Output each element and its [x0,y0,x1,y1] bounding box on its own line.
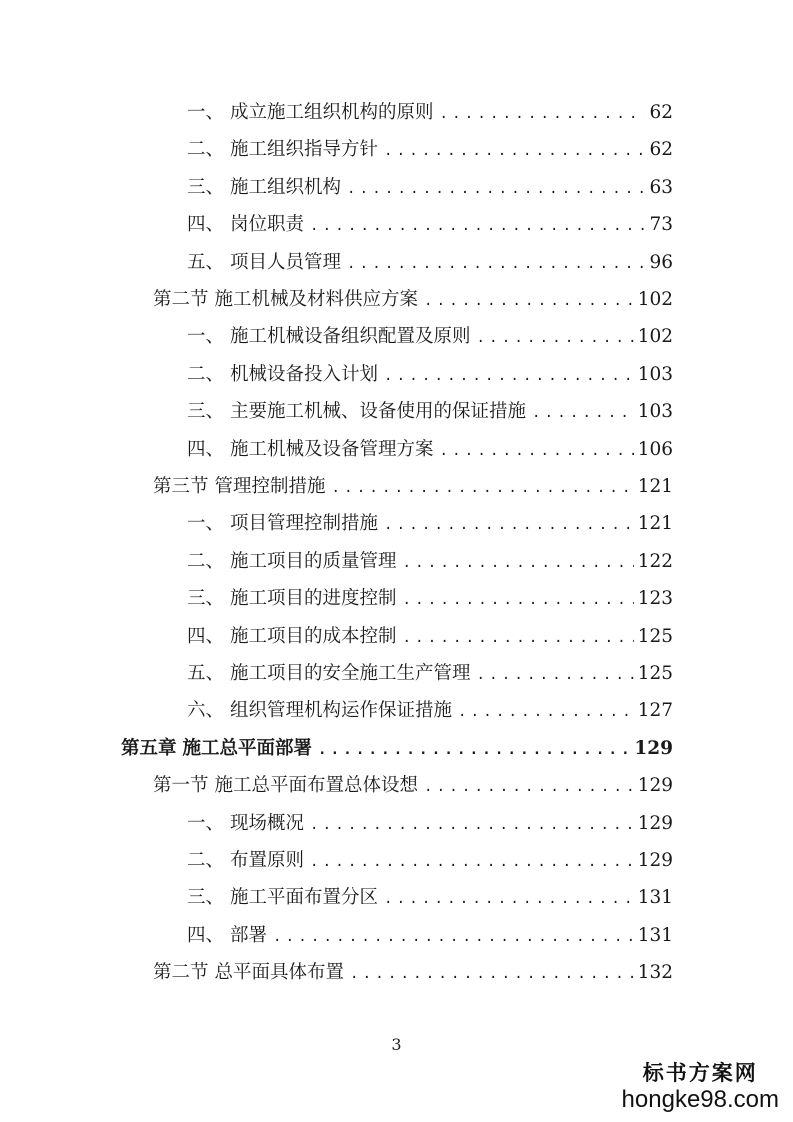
toc-entry-number: 第三节 [153,476,209,497]
toc-entry-page: 129 [637,850,673,871]
toc-dot-leader [273,924,634,950]
toc-entry[interactable] [187,624,673,650]
toc-dot-leader [318,737,630,763]
toc-entry-text: 施工机械设备组织配置及原则 [230,326,471,348]
toc-entry-text: 布置原则 [230,850,305,871]
toc-entry-text: 现场概况 [230,812,305,834]
toc-entry-number: 六、 [187,700,225,722]
toc-entry-number: 一、 [187,812,225,834]
toc-entry-page: 127 [637,700,673,722]
toc-entry-title [187,324,471,350]
toc-entry-page: 73 [649,214,673,236]
toc-entry-page: 121 [637,476,673,497]
toc-entry-title [187,549,397,575]
toc-entry[interactable] [187,586,673,612]
toc-entry[interactable] [153,960,673,986]
toc-dot-leader [350,961,634,987]
toc-entry-title [187,624,397,650]
toc-entry-text: 机械设备投入计划 [230,363,379,385]
toc-entry-text: 部署 [230,924,268,946]
toc-entry-text: 项目管理控制措施 [230,513,379,535]
toc-entry-page: 132 [637,962,673,984]
toc-entry[interactable] [153,287,673,313]
toc-entry-page: 102 [637,326,673,348]
toc-entry-text: 施工项目的质量管理 [230,550,397,572]
toc-entry-number: 一、 [187,102,225,123]
toc-dot-leader [310,812,634,838]
toc-dot-leader [384,138,645,164]
toc-entry-title [187,137,378,163]
toc-entry-text: 施工平面布置分区 [230,887,379,909]
toc-entry-page: 123 [637,588,673,610]
toc-entry-page: 62 [649,139,673,161]
toc-dot-leader [310,849,634,875]
toc-entry-number: 二、 [187,550,225,572]
toc-dot-leader [384,363,634,389]
toc-entry-page: 122 [637,550,673,572]
toc-entry-number: 三、 [187,588,225,610]
toc-dot-leader [477,662,634,688]
watermark-name: 标书方案网 [642,1060,758,1085]
toc-entry-number: 四、 [187,214,225,236]
toc-entry-number: 三、 [187,176,225,198]
toc-dot-leader [347,176,645,202]
toc-entry-title [187,212,304,238]
toc-entry-title [187,661,471,687]
toc-entry-text: 施工机械及设备管理方案 [230,438,434,460]
toc-entry[interactable] [153,773,673,799]
toc-entry-title [187,848,304,874]
toc-entry-number: 第五章 [121,737,177,759]
toc-entry[interactable] [153,474,673,500]
toc-dot-leader [403,587,634,613]
toc-entry-text: 组织管理机构运作保证措施 [230,700,453,722]
toc-entry-title [187,399,526,425]
toc-entry[interactable] [187,698,673,724]
toc-entry-title [187,885,378,911]
toc-entry-page: 103 [637,401,673,423]
toc-entry-title [187,100,434,126]
toc-dot-leader [477,325,634,351]
toc-entry-text: 施工组织机构 [230,176,342,198]
toc-entry-number: 四、 [187,438,225,460]
watermark [622,1060,779,1114]
toc-entry-title [153,474,326,500]
toc-dot-leader [332,475,634,501]
toc-entry-number: 三、 [187,887,225,909]
toc-entry[interactable] [187,811,673,837]
toc-entry-number: 四、 [187,625,225,647]
toc-entry[interactable] [187,324,673,350]
toc-entry-title [187,586,397,612]
toc-entry-page: 106 [637,438,673,460]
toc-entry[interactable] [187,848,673,874]
toc-entry-page: 63 [649,176,673,198]
toc-entry-title [153,960,344,986]
toc-entry-text: 岗位职责 [230,214,305,236]
toc-dot-leader [440,101,646,127]
toc-entry-number: 第二节 [153,962,209,984]
toc-entry-title [121,736,312,762]
toc-entry-number: 五、 [187,251,225,273]
toc-entry-title [187,511,378,537]
toc-dot-leader [403,550,634,576]
toc-entry[interactable] [187,362,673,388]
toc-entry[interactable] [187,250,673,276]
toc-dot-leader [384,512,634,538]
toc-entry[interactable] [187,885,673,911]
toc-entry-number: 五、 [187,663,225,684]
toc-entry-number: 四、 [187,924,225,946]
toc-entry-number: 一、 [187,513,225,535]
toc-entry-page: 62 [649,102,673,123]
toc-entry-page: 129 [634,737,673,759]
toc-entry-text: 施工项目的进度控制 [230,588,397,610]
toc-entry-title [187,698,452,724]
toc-entry-title [187,250,341,276]
toc-entry-page: 121 [637,513,673,535]
toc-entry[interactable] [187,661,673,687]
toc-entry-text: 施工组织指导方针 [230,139,379,161]
toc-entry-title [187,811,304,837]
toc-entry[interactable] [187,137,673,163]
toc-entry-number: 二、 [187,363,225,385]
toc-entry-page: 96 [649,251,673,273]
toc-entry-page: 103 [637,363,673,385]
toc-dot-leader [532,400,634,426]
toc-dot-leader [440,438,634,464]
toc-entry-number: 三、 [187,401,225,423]
toc-dot-leader [424,774,634,800]
toc-entry-text: 施工项目的安全施工生产管理 [230,663,471,684]
toc-entry-page: 129 [637,812,673,834]
toc-entry[interactable] [187,923,673,949]
toc-entry[interactable] [187,511,673,537]
toc-entry-text: 主要施工机械、设备使用的保证措施 [230,401,527,423]
toc-dot-leader [458,699,634,725]
toc-entry-title [153,773,418,799]
toc-entry-title [187,437,434,463]
toc-entry-title [187,923,267,949]
watermark-url: hongke98.com [621,1086,779,1113]
toc-dot-leader [403,625,634,651]
toc-entry-title [153,287,418,313]
toc-entry-text: 成立施工组织机构的原则 [230,102,434,123]
toc-entry-title [187,362,378,388]
toc-dot-leader [347,251,645,277]
toc-entry-text: 施工机械及材料供应方案 [214,289,419,310]
toc-entry[interactable] [187,100,673,126]
toc-dot-leader [384,886,634,912]
toc-entry[interactable] [187,175,673,201]
toc-entry-number: 二、 [187,850,225,871]
toc-entry-title [187,175,341,201]
toc-entry-number: 二、 [187,139,225,161]
toc-entry[interactable] [187,549,673,575]
toc-entry[interactable] [187,212,673,238]
toc-entry-text: 施工总平面布置总体设想 [214,775,419,797]
toc-entry-text: 施工项目的成本控制 [230,625,397,647]
toc-dot-leader [424,288,634,314]
toc-entry-number: 第一节 [153,775,209,797]
toc-entry-page: 131 [637,887,673,909]
toc-entry[interactable] [187,399,673,425]
toc-entry-page: 129 [637,775,673,797]
toc-entry-text: 管理控制措施 [214,476,326,497]
toc-entry-page: 131 [637,924,673,946]
toc-entry-page: 125 [637,663,673,684]
toc-entry-page: 102 [637,289,673,310]
toc-entry-text: 施工总平面部署 [182,737,313,759]
page-number: 3 [391,1035,402,1054]
toc-entry-number: 第二节 [153,289,209,310]
toc-entry-text: 总平面具体布置 [214,962,345,984]
toc-entry[interactable] [121,736,673,762]
toc-entry[interactable] [187,437,673,463]
toc-entry-text: 项目人员管理 [230,251,342,273]
toc-dot-leader [310,213,645,239]
toc-entry-page: 125 [637,625,673,647]
toc-entry-number: 一、 [187,326,225,348]
